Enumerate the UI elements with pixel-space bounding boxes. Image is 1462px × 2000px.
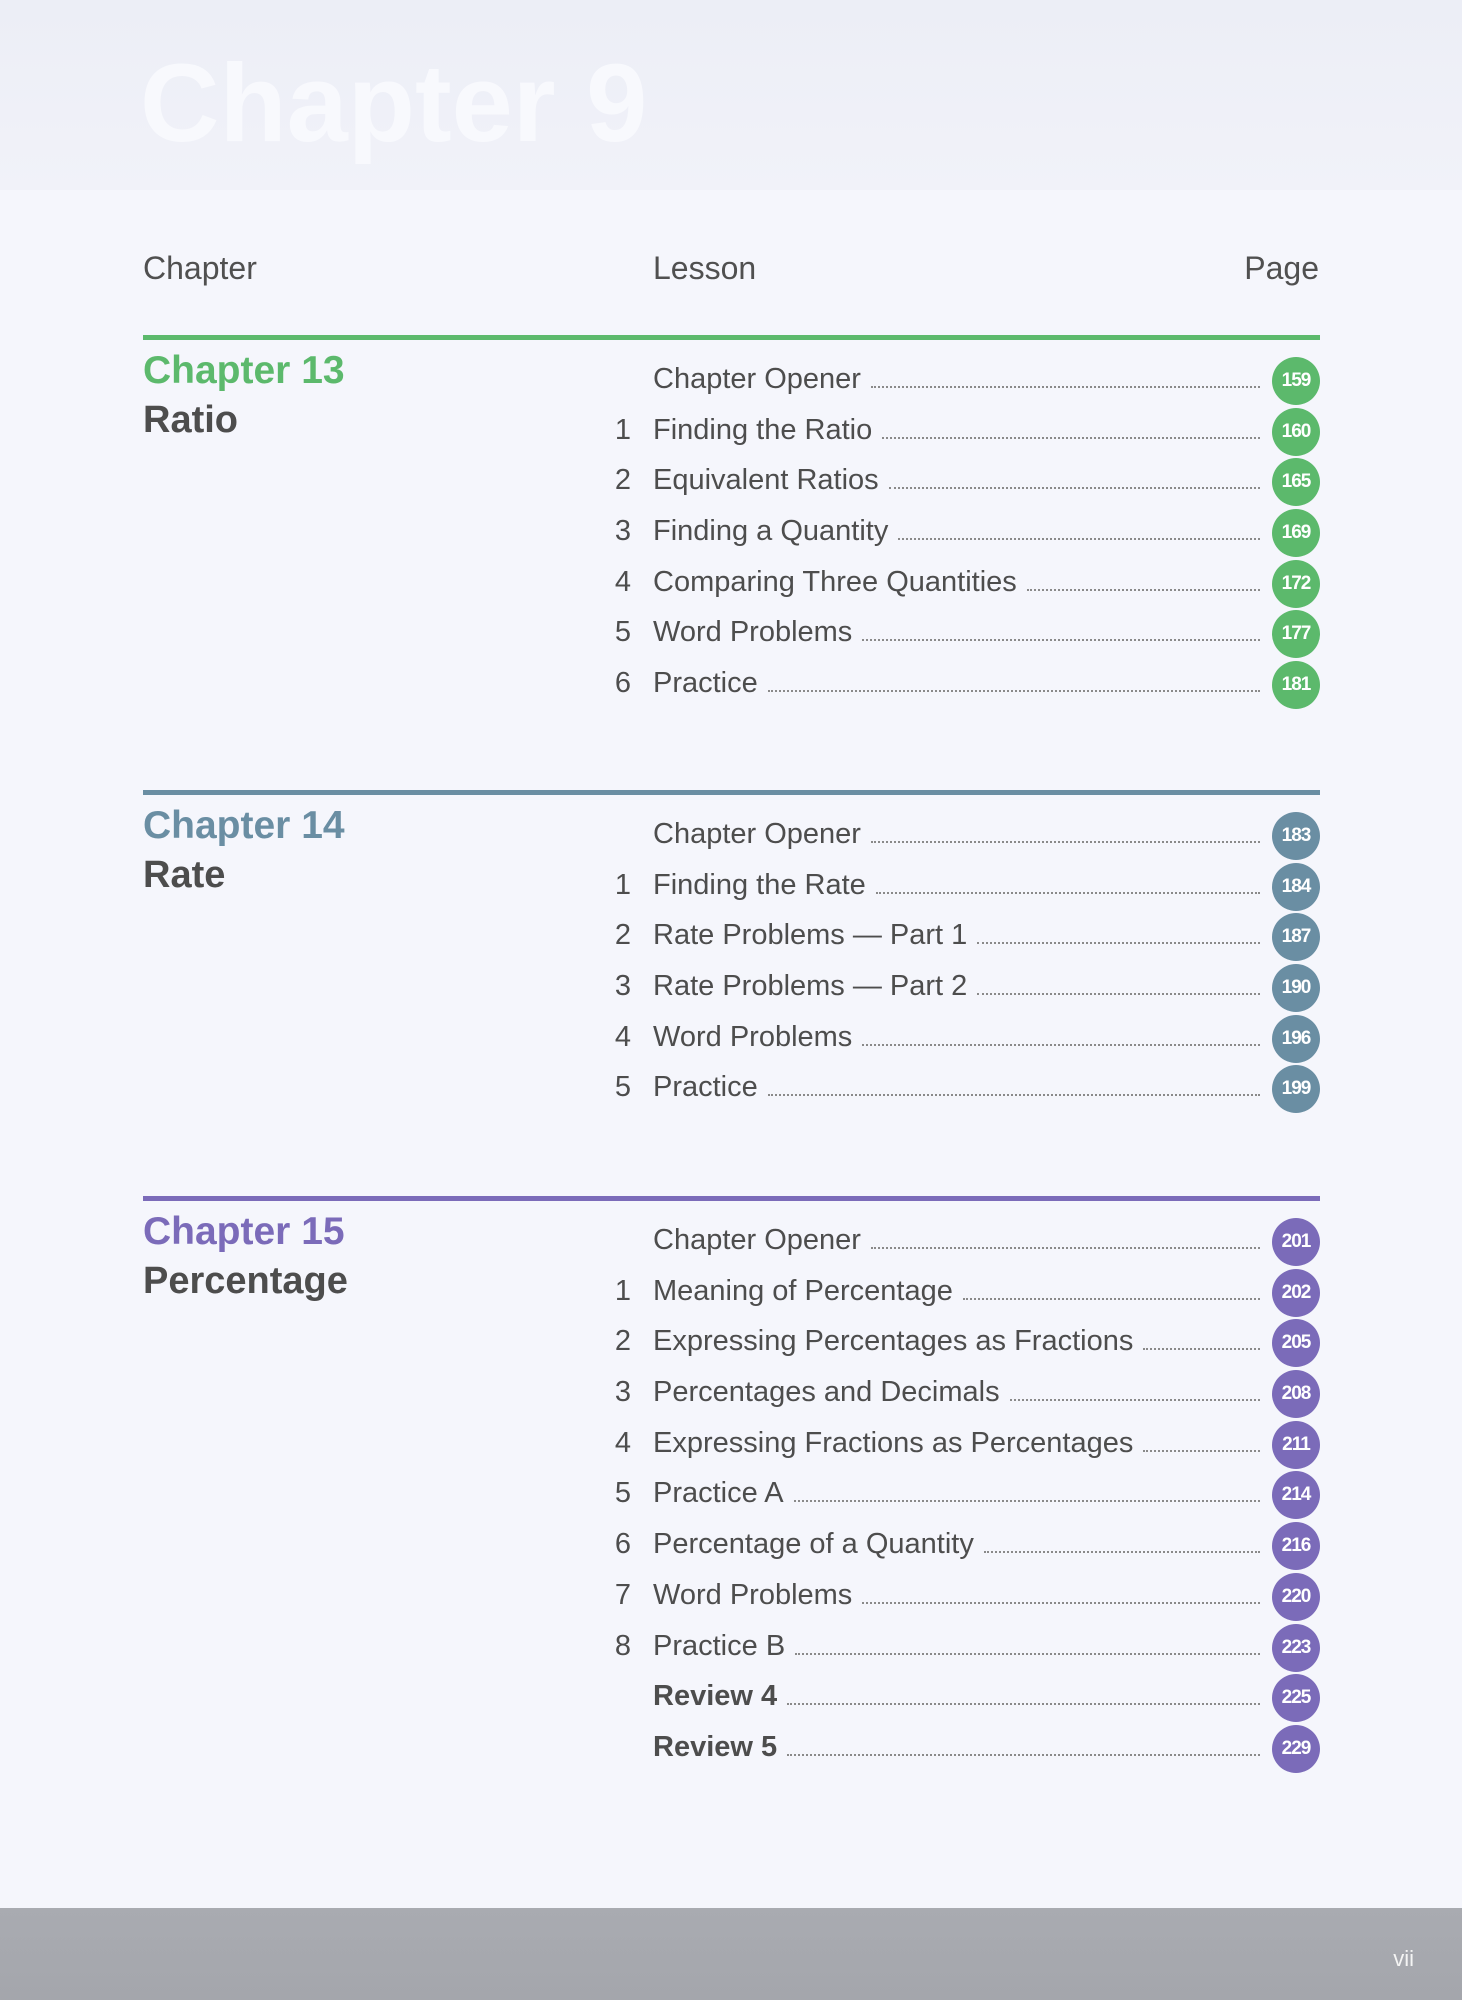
- lesson-number: 2: [614, 1325, 632, 1358]
- lesson-title: Percentage of a Quantity: [653, 1528, 974, 1561]
- lesson-row[interactable]: [143, 1419, 1320, 1470]
- page-number-badge: 214: [1272, 1471, 1320, 1519]
- page-number-badge: 165: [1272, 458, 1320, 506]
- lesson-title-line: [653, 566, 1260, 602]
- top-band: [0, 0, 1462, 190]
- lesson-row[interactable]: [143, 1063, 1320, 1114]
- lesson-number: 6: [614, 1528, 632, 1561]
- dot-leader: [984, 1531, 1260, 1553]
- lesson-title-line: [653, 1528, 1260, 1564]
- lesson-title: Chapter Opener: [653, 1224, 861, 1256]
- page-number-badge: 187: [1272, 913, 1320, 961]
- lesson-title-line: [653, 1630, 1260, 1666]
- lesson-number: 2: [614, 464, 632, 497]
- lesson-number: 1: [614, 868, 632, 901]
- lesson-title-line: [653, 1680, 1260, 1716]
- lesson-row[interactable]: [143, 1723, 1320, 1774]
- lesson-title-line: [653, 818, 1260, 854]
- lesson-number: 7: [614, 1578, 632, 1611]
- dot-leader: [876, 872, 1260, 894]
- dot-leader: [862, 1024, 1260, 1046]
- lesson-number: 3: [614, 1376, 632, 1409]
- dot-leader: [898, 518, 1260, 540]
- page-number-badge: 202: [1272, 1269, 1320, 1317]
- background-chapter-title: Chapter 9: [140, 42, 648, 165]
- dot-leader: [1027, 569, 1260, 591]
- lesson-list: [143, 355, 1320, 710]
- lesson-title: Rate Problems — Part 2: [653, 970, 968, 1003]
- dot-leader: [1143, 1430, 1260, 1452]
- dot-leader: [787, 1683, 1260, 1705]
- dot-leader: [871, 1227, 1260, 1249]
- page-number-badge: 225: [1272, 1674, 1320, 1722]
- lesson-number: 4: [614, 1020, 632, 1053]
- page-number-badge: 196: [1272, 1015, 1320, 1063]
- chapter-rule: [143, 1196, 1320, 1201]
- page-number-badge: 208: [1272, 1370, 1320, 1418]
- lesson-title-line: [653, 1021, 1260, 1057]
- lesson-list: [143, 1216, 1320, 1774]
- page-number-badge: 201: [1272, 1218, 1320, 1266]
- lesson-row[interactable]: [143, 1368, 1320, 1419]
- lesson-title-line: [653, 1376, 1260, 1412]
- header-page: Page: [1244, 250, 1319, 286]
- lesson-title-line: [653, 1071, 1260, 1107]
- lesson-number: 3: [614, 970, 632, 1003]
- dot-leader: [787, 1734, 1260, 1756]
- lesson-title: Percentages and Decimals: [653, 1376, 1000, 1409]
- lesson-title: Finding the Ratio: [653, 413, 873, 446]
- lesson-row[interactable]: [143, 507, 1320, 558]
- dot-leader: [768, 670, 1260, 692]
- lesson-row[interactable]: [143, 456, 1320, 507]
- lesson-number: 1: [614, 413, 632, 446]
- lesson-title: Finding the Rate: [653, 868, 866, 901]
- lesson-title: Practice: [653, 667, 758, 700]
- lesson-number: 3: [614, 515, 632, 548]
- lesson-row[interactable]: [143, 659, 1320, 710]
- dot-leader: [977, 973, 1260, 995]
- page-number-badge: 169: [1272, 509, 1320, 557]
- chapter-number: Chapter 14: [143, 804, 345, 847]
- page-number-badge: 199: [1272, 1065, 1320, 1113]
- lesson-number: 2: [614, 919, 632, 952]
- page-number-badge: 181: [1272, 661, 1320, 709]
- lesson-title-line: [653, 1427, 1260, 1463]
- lesson-row[interactable]: [143, 1672, 1320, 1723]
- lesson-title: Word Problems: [653, 616, 853, 649]
- dot-leader: [871, 366, 1260, 388]
- dot-leader: [794, 1480, 1260, 1502]
- lesson-number: 4: [614, 565, 632, 598]
- dot-leader: [862, 619, 1260, 641]
- lesson-row[interactable]: [143, 1317, 1320, 1368]
- lesson-title-line: [653, 667, 1260, 703]
- page-folio: vii: [1393, 1946, 1414, 1971]
- lesson-title-line: [653, 1579, 1260, 1615]
- lesson-title-line: [653, 1325, 1260, 1361]
- page-number-badge: 177: [1272, 610, 1320, 658]
- chapter-name: Ratio: [143, 399, 238, 441]
- lesson-title: Expressing Fractions as Percentages: [653, 1426, 1134, 1459]
- lesson-title: Expressing Percentages as Fractions: [653, 1325, 1134, 1358]
- lesson-title: Chapter Opener: [653, 818, 861, 850]
- lesson-title-line: [653, 1224, 1260, 1260]
- lesson-row[interactable]: [143, 1520, 1320, 1571]
- lesson-title-line: [653, 464, 1260, 500]
- lesson-title: Practice A: [653, 1477, 784, 1510]
- chapter-number: Chapter 15: [143, 1210, 345, 1253]
- lesson-row[interactable]: [143, 355, 1320, 406]
- lesson-title-line: [653, 414, 1260, 450]
- page-number-badge: 220: [1272, 1573, 1320, 1621]
- dot-leader: [795, 1633, 1260, 1655]
- lesson-row[interactable]: [143, 911, 1320, 962]
- chapter-rule: [143, 335, 1320, 340]
- lesson-number: 1: [614, 1274, 632, 1307]
- chapter-name: Percentage: [143, 1260, 348, 1302]
- lesson-title-line: [653, 869, 1260, 905]
- lesson-row[interactable]: [143, 861, 1320, 912]
- lesson-row[interactable]: [143, 810, 1320, 861]
- lesson-title: Rate Problems — Part 1: [653, 919, 968, 952]
- page-number-badge: 160: [1272, 408, 1320, 456]
- header-lesson: Lesson: [653, 250, 757, 286]
- lesson-row[interactable]: [143, 1622, 1320, 1673]
- dot-leader: [977, 922, 1260, 944]
- page-number-badge: 223: [1272, 1624, 1320, 1672]
- lesson-number: 5: [614, 616, 632, 649]
- page-number-badge: 216: [1272, 1522, 1320, 1570]
- lesson-title: Comparing Three Quantities: [653, 565, 1017, 598]
- lesson-title-line: [653, 363, 1260, 399]
- lesson-title-line: [653, 1731, 1260, 1767]
- page-number-badge: 229: [1272, 1725, 1320, 1773]
- lesson-title: Practice: [653, 1071, 758, 1104]
- lesson-row[interactable]: [143, 608, 1320, 659]
- dot-leader: [882, 417, 1260, 439]
- lesson-number: 6: [614, 667, 632, 700]
- lesson-title-line: [653, 919, 1260, 955]
- lesson-row[interactable]: [143, 406, 1320, 457]
- lesson-row[interactable]: [143, 1267, 1320, 1318]
- chapter-rule: [143, 790, 1320, 795]
- lesson-row[interactable]: [143, 1013, 1320, 1064]
- page-number-badge: 211: [1272, 1421, 1320, 1469]
- lesson-title: Word Problems: [653, 1020, 853, 1053]
- dot-leader: [871, 821, 1260, 843]
- toc-header-row: [0, 250, 1462, 300]
- lesson-title: Equivalent Ratios: [653, 464, 879, 497]
- chapter-number: Chapter 13: [143, 349, 345, 392]
- lesson-title: Review 5: [653, 1730, 778, 1763]
- lesson-row[interactable]: [143, 962, 1320, 1013]
- dot-leader: [1143, 1328, 1260, 1350]
- page-number-badge: 184: [1272, 863, 1320, 911]
- lesson-title: Meaning of Percentage: [653, 1274, 953, 1307]
- lesson-title: Finding a Quantity: [653, 515, 889, 548]
- dot-leader: [963, 1278, 1260, 1300]
- lesson-title-line: [653, 1477, 1260, 1513]
- lesson-number: 5: [614, 1477, 632, 1510]
- page-number-badge: 183: [1272, 812, 1320, 860]
- lesson-row[interactable]: [143, 1469, 1320, 1520]
- header-chapter: Chapter: [143, 250, 257, 286]
- lesson-row[interactable]: [143, 1571, 1320, 1622]
- lesson-title-line: [653, 515, 1260, 551]
- lesson-title-line: [653, 616, 1260, 652]
- lesson-number: 5: [614, 1071, 632, 1104]
- page-number-badge: 190: [1272, 964, 1320, 1012]
- lesson-number: 4: [614, 1426, 632, 1459]
- page-number-badge: 159: [1272, 357, 1320, 405]
- lesson-row[interactable]: [143, 1216, 1320, 1267]
- lesson-title: Practice B: [653, 1629, 786, 1662]
- chapter-name: Rate: [143, 854, 226, 896]
- lesson-row[interactable]: [143, 558, 1320, 609]
- page-number-badge: 172: [1272, 560, 1320, 608]
- page-number-badge: 205: [1272, 1319, 1320, 1367]
- lesson-title: Word Problems: [653, 1578, 853, 1611]
- lesson-list: [143, 810, 1320, 1114]
- lesson-title-line: [653, 970, 1260, 1006]
- lesson-title: Review 4: [653, 1680, 778, 1713]
- dot-leader: [768, 1074, 1260, 1096]
- lesson-number: 8: [614, 1629, 632, 1662]
- dot-leader: [889, 467, 1260, 489]
- footer-band: [0, 1908, 1462, 2000]
- dot-leader: [1010, 1379, 1260, 1401]
- dot-leader: [862, 1582, 1260, 1604]
- lesson-title: Chapter Opener: [653, 363, 861, 395]
- lesson-title-line: [653, 1275, 1260, 1311]
